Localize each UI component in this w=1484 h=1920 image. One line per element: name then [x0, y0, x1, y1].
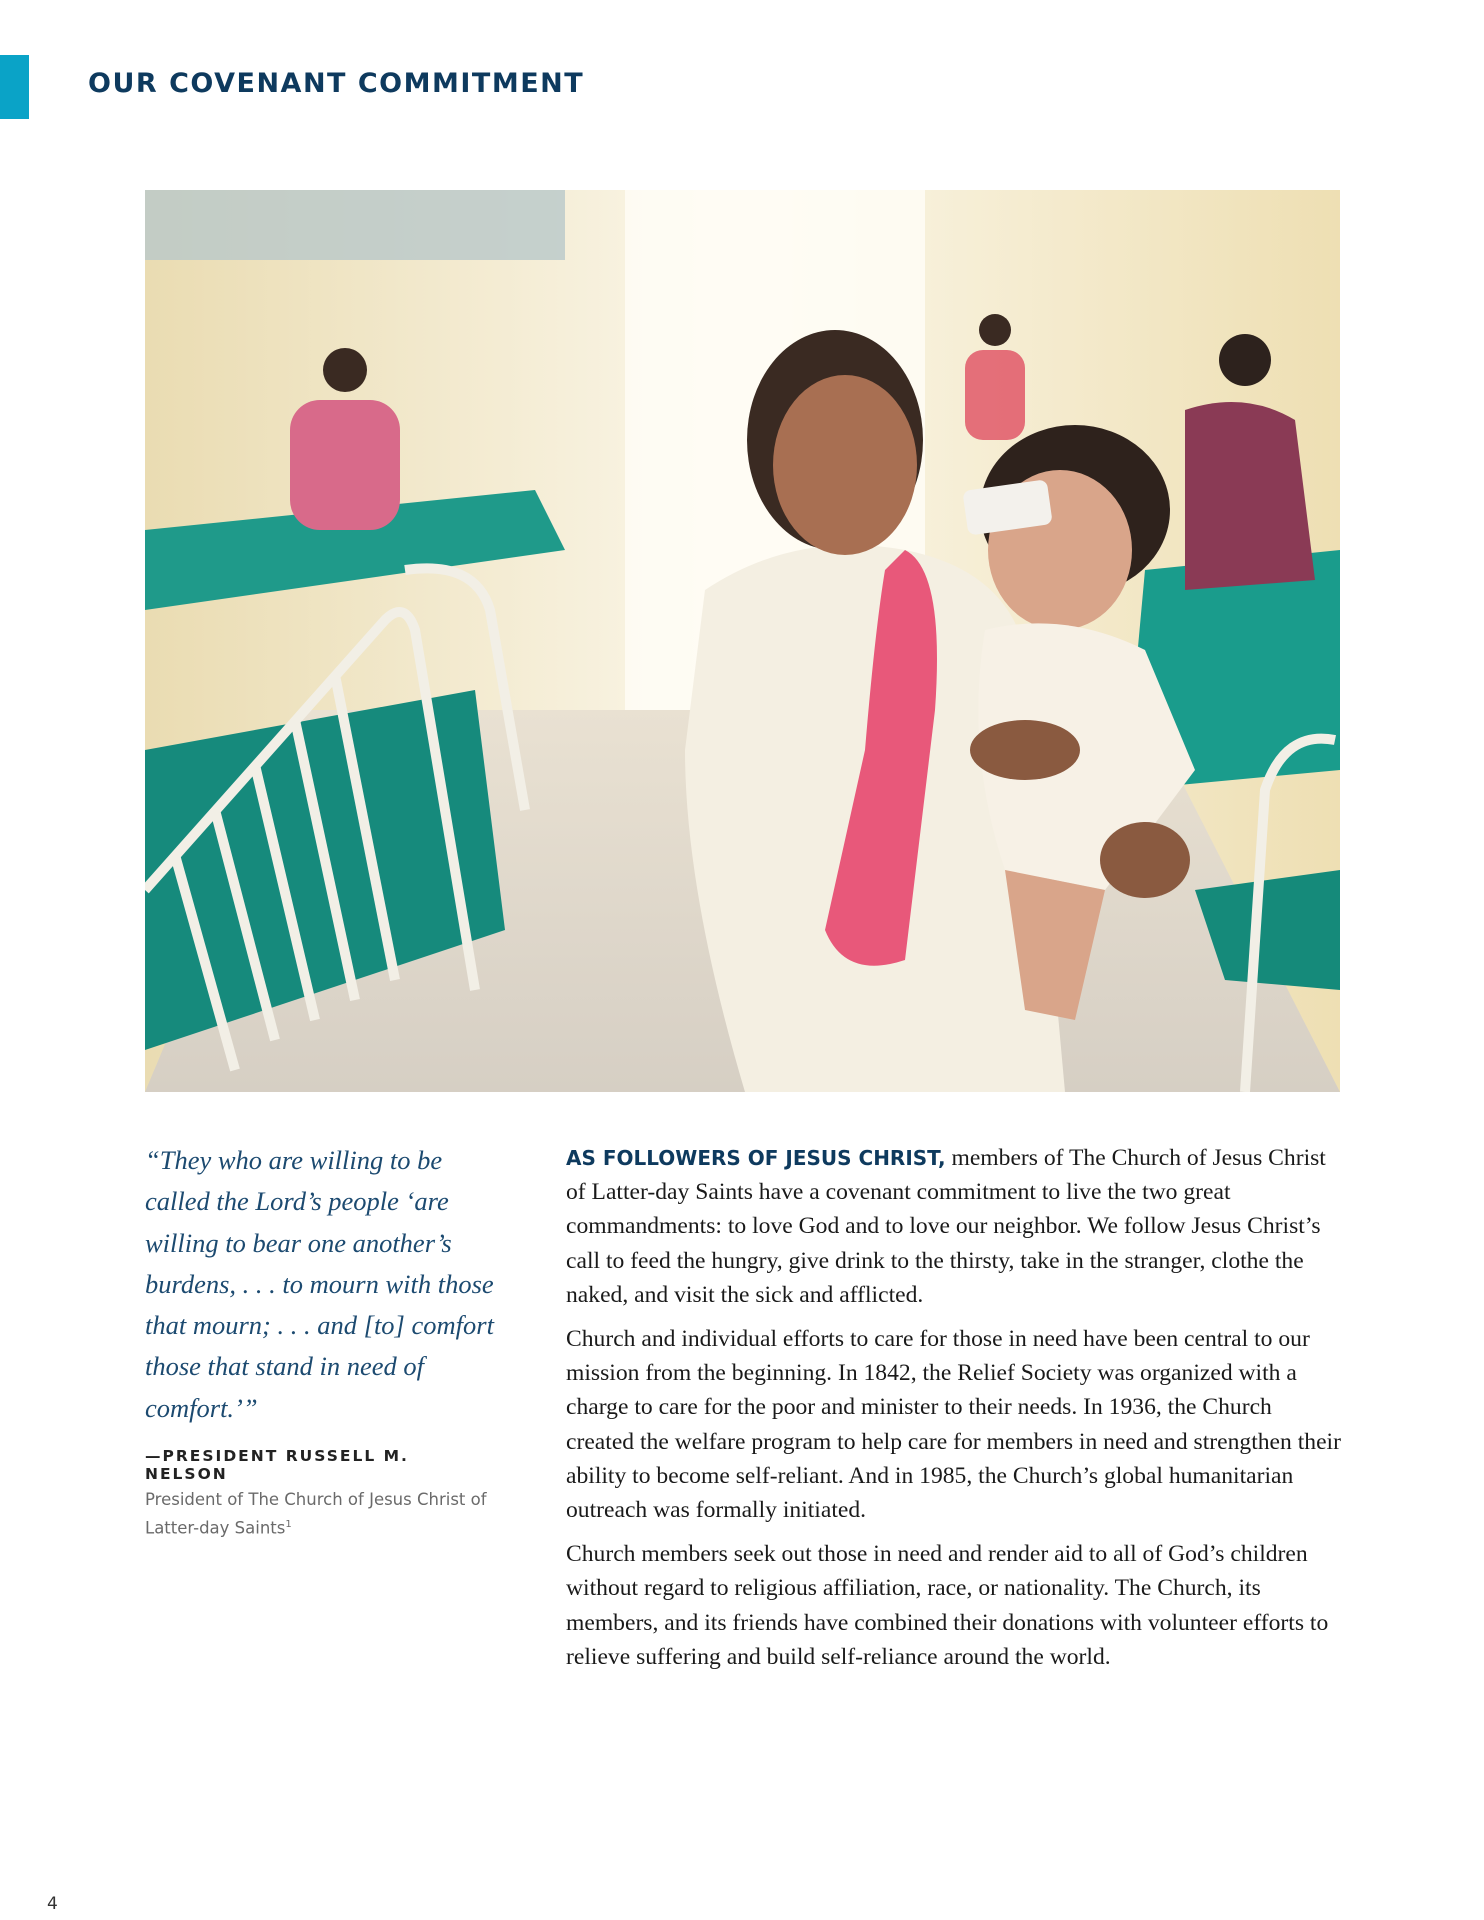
footnote-marker: 1	[285, 1519, 292, 1531]
woman-hand	[970, 720, 1080, 780]
woman-hand-lower	[1100, 822, 1190, 898]
hero-photo	[145, 190, 1340, 1092]
quote-attribution-role	[145, 1487, 495, 1541]
quote-role-text: President of The Church of Jesus Christ of Latter-day Saints	[145, 1490, 487, 1538]
pull-quote	[145, 1140, 495, 1541]
woman-face	[773, 375, 917, 555]
person-bg-right-head	[1219, 334, 1271, 386]
quote-attribution-name: —PRESIDENT RUSSELL M. NELSON	[145, 1447, 409, 1484]
hero-photo-illustration	[145, 190, 1340, 1092]
body-text	[566, 1141, 1341, 1684]
paragraph-3: Church members seek out those in need and render aid to all of God’s children without regard to religious affiliation, race, or nationality. The Church, its members, and its friends have combined their donations with volunteer efforts to relieve suffering and build self-reliance around the world.	[566, 1541, 1329, 1670]
paragraph-1-rest: members of The Church of Jesus Christ of Latter-day Saints have a covenant commitment to live the two great commandments: to love God and to love our neighbor. We follow Jesus Christ’s call to feed the hungry, give drink to the thirsty, take in the stranger, clothe the naked, and visit the sick and afflicted.	[566, 1145, 1326, 1308]
wall-trim	[145, 190, 565, 260]
page-number: 4	[47, 1894, 58, 1914]
person-bg-left	[290, 400, 400, 530]
accent-bar	[0, 55, 29, 119]
person-bg-center-head	[979, 314, 1011, 346]
person-bg-left-head	[323, 348, 367, 392]
person-bg-right	[1185, 402, 1315, 590]
paragraph-2: Church and individual efforts to care for those in need have been central to our mission from the beginning. In 1842, the Relief Society was organized with a charge to care for the poor and minister to their needs. In 1936, the Church created the welfare program to help care for members in need and strengthen their ability to become self-reliant. And in 1985, the Church’s global humanitarian outreach was formally initiated.	[566, 1326, 1341, 1524]
section-title: OUR COVENANT COMMITMENT	[88, 68, 585, 99]
quote-text: “They who are willing to be called the Lord’s people ‘are willing to bear one another’s burdens, . . . to mourn with those that mourn; . . . and [to] comfort those that stand in need of comfort.’”	[145, 1145, 494, 1423]
person-bg-center	[965, 350, 1025, 440]
paragraph-1	[566, 1141, 1341, 1312]
lead-in: AS FOLLOWERS OF JESUS CHRIST,	[566, 1146, 946, 1170]
